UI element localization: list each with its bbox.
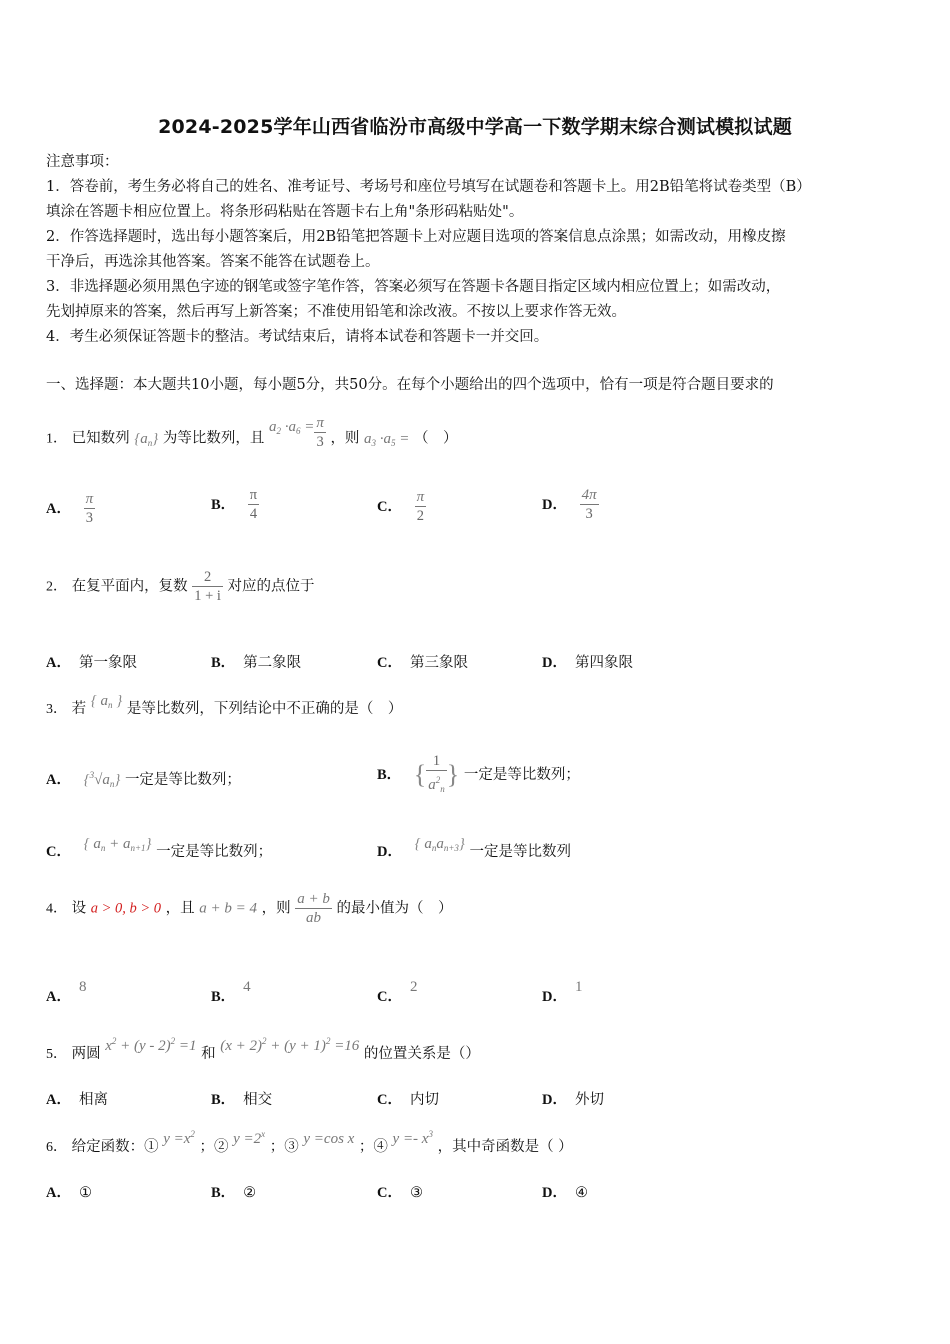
option-b[interactable] — [211, 1088, 272, 1109]
math-expression: $a_3 \cdot a_5$ = — [364, 430, 410, 448]
option-label: A． — [46, 655, 71, 671]
option-text: 第一象限 — [78, 655, 137, 671]
option-a[interactable] — [46, 1088, 108, 1109]
option-b[interactable] — [211, 486, 259, 523]
question-text: （ ） — [414, 430, 458, 447]
notes-line: 3．非选择题必须用黑色字迹的钢笔或签字笔作答，答案必须写在答题卡各题目指定区域内相应位置上；如需改动， — [46, 279, 781, 295]
option-text: 一定是等比数列； — [124, 772, 241, 788]
question-text: 的最小值为（ ） — [336, 900, 453, 917]
math-fraction: $\frac{a + b}{ab}$ — [297, 891, 330, 926]
question-number: 5． — [46, 1047, 67, 1062]
notes-block — [46, 150, 906, 350]
option-b[interactable] — [211, 651, 301, 672]
option-d[interactable] — [377, 836, 572, 861]
math-sequence: $\{a_n\}$ — [134, 430, 159, 448]
option-label: D． — [542, 496, 567, 513]
question-2 — [46, 568, 315, 605]
math-fraction: $\frac{\pi}{4}$ — [249, 487, 258, 522]
option-text: ④ — [574, 1185, 588, 1201]
option-label: A． — [46, 989, 71, 1005]
option-text: 一定是等比数列； — [156, 844, 273, 860]
notes-heading: 注意事项： — [46, 154, 119, 170]
option-label: B． — [211, 655, 236, 671]
option-text: 第四象限 — [574, 655, 633, 671]
question-text: 若 — [71, 701, 87, 717]
question-text: 的位置关系是（） — [363, 1046, 480, 1062]
math-equation: a + b = 4 — [199, 900, 258, 917]
option-label: A． — [46, 1185, 71, 1201]
question-text: 对应的点位于 — [227, 578, 315, 595]
option-label: B． — [211, 1092, 236, 1108]
notes-line: 4．考生必须保证答题卡的整洁。考试结束后，请将本试卷和答题卡一并交回。 — [46, 329, 549, 345]
option-text: 外切 — [574, 1092, 604, 1108]
notes-line: 填涂在答题卡相应位置上。将条形码粘贴在答题卡右上角"条形码粘贴处"。 — [46, 204, 524, 220]
option-label: A． — [46, 500, 71, 517]
option-label: D． — [542, 655, 567, 671]
math-expression: { $a_n + a_{n+1}$} — [83, 836, 152, 853]
math-brace: { — [413, 760, 427, 789]
math-circle-2: $(x + 2)^2 + (y + 1)^2 =16$ — [220, 1036, 360, 1054]
question-4 — [46, 890, 452, 927]
notes-line: 2．作答选择题时，选出每小题答案后，用2B铅笔把答题卡上对应题目选项的答案信息点涂黑；如需改动，用橡皮擦 — [46, 229, 786, 245]
math-sequence: { $a_n$ } — [90, 693, 123, 710]
option-text: 第三象限 — [409, 655, 468, 671]
math-fraction: $\frac{\pi}{3}$ — [316, 415, 324, 450]
option-a[interactable] — [46, 975, 87, 1005]
option-b[interactable] — [211, 975, 251, 1005]
option-label: D． — [377, 844, 402, 860]
page-title: 2024-2025学年山西省临汾市高级中学高一下数学期末综合测试模拟试题 — [158, 116, 792, 138]
option-label: A． — [46, 1092, 71, 1108]
option-label: C． — [46, 844, 71, 860]
option-label: D． — [542, 1092, 567, 1108]
option-label: B． — [211, 989, 236, 1005]
option-label: C． — [377, 498, 402, 515]
option-label: D． — [542, 1185, 567, 1201]
question-text: 给定函数：① — [71, 1139, 159, 1155]
question-text: ，其中奇函数是（ ） — [437, 1139, 573, 1155]
option-label: A． — [46, 772, 71, 788]
question-number: 3． — [46, 702, 67, 717]
notes-line: 干净后，再选涂其他答案。答案不能答在试题卷上。 — [46, 254, 380, 270]
question-text: ；② — [199, 1139, 229, 1155]
option-text: 一定是等比数列 — [469, 844, 572, 860]
option-label: C． — [377, 1185, 402, 1201]
math-fraction: $\frac{\pi}{2}$ — [416, 489, 425, 524]
option-d[interactable] — [542, 486, 599, 523]
math-fraction: $\frac{4\pi}{3}$ — [581, 487, 597, 522]
math-circle-1: $x^2 + (y - 2)^2 =1$ — [105, 1036, 197, 1054]
option-value: 4 — [243, 979, 251, 995]
question-text: 已知数列 — [71, 430, 130, 447]
question-text: ；④ — [358, 1139, 388, 1155]
math-condition: a > 0, b > 0 — [90, 900, 162, 917]
option-d[interactable] — [542, 1181, 588, 1202]
question-3 — [46, 693, 403, 718]
question-text: ，则 — [330, 430, 360, 447]
notes-line: 先划掉原来的答案，然后再写上新答案；不准使用铅笔和涂改液。不按以上要求作答无效。 — [46, 304, 626, 320]
math-function-3: y =cos x — [303, 1131, 355, 1147]
math-brace: } — [446, 760, 460, 789]
math-condition: $a_2 \cdot a_6$ = — [268, 418, 315, 436]
option-text: 内切 — [409, 1092, 439, 1108]
option-label: B． — [377, 767, 402, 783]
question-5 — [46, 1036, 480, 1063]
option-c[interactable] — [377, 488, 426, 525]
option-a[interactable] — [46, 651, 137, 672]
option-d[interactable] — [542, 975, 583, 1005]
option-label: C． — [377, 655, 402, 671]
option-a[interactable] — [46, 768, 241, 789]
option-label: B． — [211, 496, 236, 513]
math-fraction: $\frac{2}{1 + i}$ — [194, 569, 221, 604]
option-text: ② — [243, 1185, 257, 1201]
option-d[interactable] — [542, 651, 633, 672]
question-number: 2． — [46, 579, 67, 595]
option-a[interactable] — [46, 1181, 92, 1202]
question-text: ，且 — [165, 900, 195, 917]
option-value: 8 — [78, 979, 87, 995]
math-fraction: $\frac{1}{a^2_n}$ — [428, 753, 445, 794]
option-text: 相交 — [243, 1092, 273, 1108]
option-b[interactable] — [211, 1181, 256, 1202]
option-c[interactable] — [377, 651, 468, 672]
question-text: 在复平面内，复数 — [71, 578, 188, 595]
question-number: 6． — [46, 1140, 67, 1155]
option-text: 第二象限 — [243, 655, 302, 671]
question-text: 是等比数列，下列结论中不正确的是（ ） — [126, 701, 403, 717]
option-c[interactable] — [377, 975, 418, 1005]
question-text: 两圆 — [71, 1046, 101, 1062]
question-text: 为等比数列，且 — [162, 430, 265, 447]
question-text: 设 — [71, 900, 87, 917]
option-b[interactable] — [377, 752, 580, 798]
option-c[interactable] — [46, 836, 273, 861]
notes-line: 1．答卷前，考生务必将自己的姓名、准考证号、考场号和座位号填写在试题卷和答题卡上。用2B铅笔将试卷类型（B） — [46, 179, 811, 195]
option-label: D． — [542, 989, 567, 1005]
question-text: ；③ — [269, 1139, 299, 1155]
option-label: C． — [377, 1092, 402, 1108]
option-a[interactable] — [46, 490, 95, 527]
section-heading: 一、选择题：本大题共10小题，每小题5分，共50分。在每个小题给出的四个选项中，恰有一项是符合题目要求的 — [46, 377, 774, 393]
option-text: ③ — [409, 1185, 423, 1201]
math-function-1: $y =x^2$ — [163, 1129, 195, 1147]
option-c[interactable] — [377, 1181, 423, 1202]
math-fraction: $\frac{\pi}{3}$ — [85, 491, 94, 526]
question-1 — [46, 415, 458, 457]
option-label: B． — [211, 1185, 236, 1201]
option-text: 相离 — [78, 1092, 108, 1108]
math-expression: $\{^3√a_n\}$ — [83, 770, 121, 789]
question-number: 1． — [46, 431, 67, 447]
option-value: 2 — [409, 979, 418, 995]
question-text: ，则 — [261, 900, 291, 917]
question-number: 4． — [46, 901, 67, 917]
option-text: 一定是等比数列； — [463, 767, 580, 783]
math-function-4: $y =- x^3$ — [392, 1129, 433, 1147]
question-text: 和 — [201, 1046, 216, 1062]
option-c[interactable] — [377, 1088, 439, 1109]
math-function-2: $y =2^x$ — [233, 1129, 266, 1147]
option-value: 1 — [574, 979, 583, 995]
question-6 — [46, 1129, 573, 1156]
option-label: C． — [377, 989, 402, 1005]
option-d[interactable] — [542, 1088, 604, 1109]
option-text: ① — [78, 1185, 92, 1201]
math-expression: { $a_na_{n+3}$} — [414, 836, 465, 853]
